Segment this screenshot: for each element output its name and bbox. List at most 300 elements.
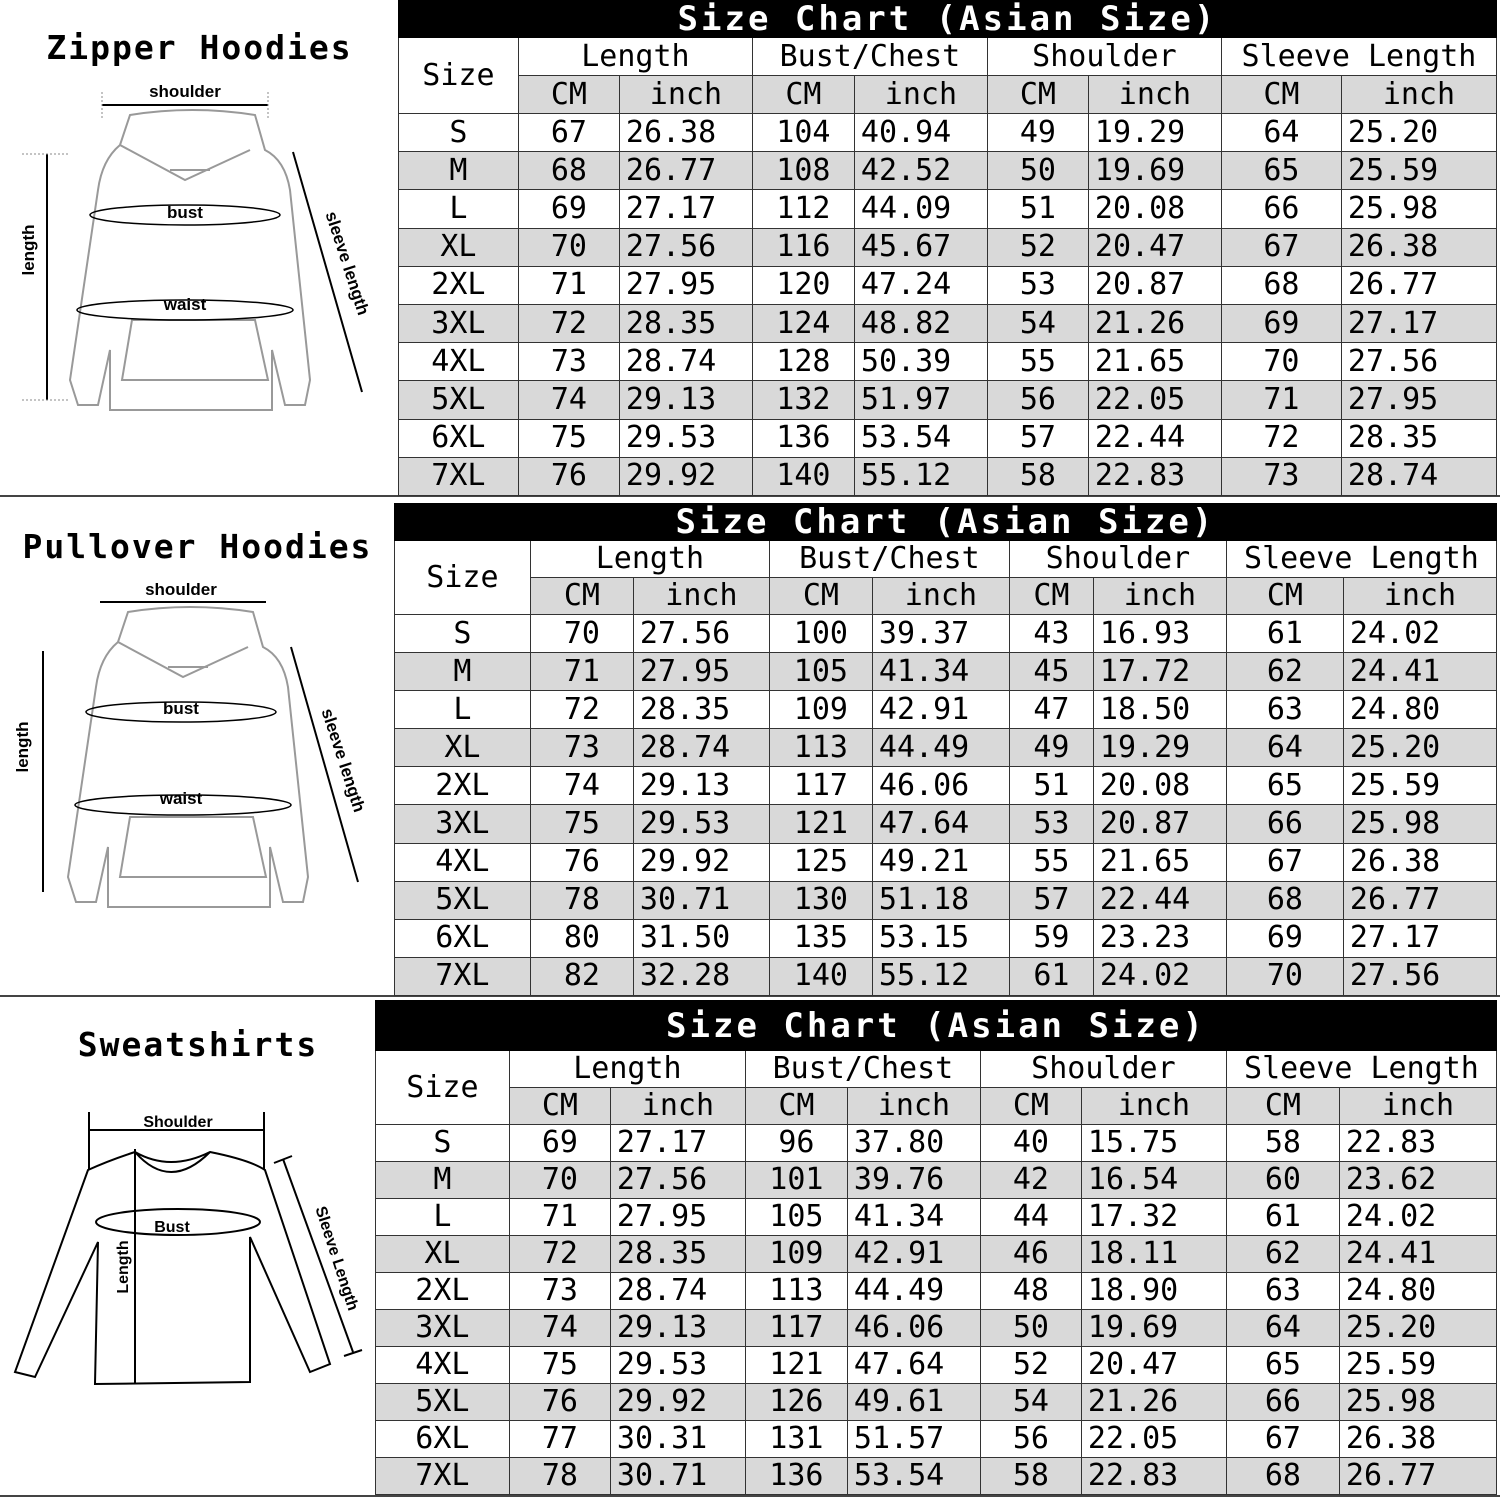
table-row — [375, 1347, 1496, 1384]
value-cell: 47.64 — [847, 1347, 980, 1384]
value-cell: 27.56 — [619, 228, 752, 266]
value-cell: 75 — [509, 1347, 610, 1384]
value-cell: 104 — [752, 114, 854, 152]
zipper-hoodies-section — [0, 0, 1500, 497]
hoodie-measurement-diagram — [8, 577, 388, 917]
value-cell: 48.82 — [854, 304, 987, 342]
value-cell: 18.90 — [1081, 1273, 1226, 1310]
value-cell: 42.52 — [854, 152, 987, 190]
product-title: Pullover Hoodies — [22, 527, 373, 566]
value-cell: 69 — [518, 190, 619, 228]
value-cell: 54 — [980, 1384, 1081, 1421]
waist-label: waist — [159, 789, 203, 808]
size-chart-title: Size Chart (Asian Size) — [398, 1, 1496, 38]
value-cell: 22.83 — [1081, 1458, 1226, 1495]
size-cell: XL — [394, 729, 530, 767]
value-cell: 50 — [987, 152, 1088, 190]
group-header: Shoulder — [987, 38, 1221, 76]
table-row — [398, 381, 1496, 419]
group-header: Bust/Chest — [752, 38, 987, 76]
value-cell: 20.87 — [1088, 266, 1221, 304]
value-cell: 128 — [752, 343, 854, 381]
value-cell: 26.38 — [1341, 228, 1496, 266]
value-cell: 47 — [1009, 691, 1093, 729]
size-cell: 7XL — [375, 1458, 509, 1495]
value-cell: 51 — [987, 190, 1088, 228]
value-cell: 29.92 — [610, 1384, 745, 1421]
value-cell: 21.65 — [1093, 843, 1226, 881]
value-cell: 27.56 — [1343, 957, 1496, 995]
value-cell: 51.18 — [872, 881, 1009, 919]
value-cell: 49 — [987, 114, 1088, 152]
group-header: Sleeve Length — [1221, 38, 1496, 76]
value-cell: 49.61 — [847, 1384, 980, 1421]
value-cell: 20.87 — [1093, 805, 1226, 843]
value-cell: 27.56 — [1341, 343, 1496, 381]
value-cell: 22.44 — [1088, 419, 1221, 457]
size-cell: XL — [398, 228, 518, 266]
value-cell: 72 — [518, 304, 619, 342]
value-cell: 29.53 — [610, 1347, 745, 1384]
value-cell: 28.74 — [1341, 457, 1496, 495]
value-cell: 22.83 — [1088, 457, 1221, 495]
value-cell: 73 — [509, 1273, 610, 1310]
value-cell: 27.95 — [619, 266, 752, 304]
value-cell: 70 — [518, 228, 619, 266]
value-cell: 55.12 — [872, 957, 1009, 995]
size-cell: 6XL — [375, 1421, 509, 1458]
value-cell: 72 — [509, 1236, 610, 1273]
value-cell: 47.24 — [854, 266, 987, 304]
value-cell: 44 — [980, 1199, 1081, 1236]
size-chart-title: Size Chart (Asian Size) — [394, 504, 1496, 541]
value-cell: 28.74 — [610, 1273, 745, 1310]
value-cell: 32.28 — [633, 957, 769, 995]
value-cell: 65 — [1221, 152, 1341, 190]
value-cell: 40 — [980, 1125, 1081, 1162]
value-cell: 75 — [518, 419, 619, 457]
unit-header: inch — [854, 76, 987, 114]
value-cell: 29.92 — [633, 843, 769, 881]
value-cell: 39.37 — [872, 615, 1009, 653]
group-header-row — [398, 38, 1496, 76]
group-header-row — [375, 1051, 1496, 1088]
unit-header: CM — [987, 76, 1088, 114]
value-cell: 26.77 — [619, 152, 752, 190]
unit-header: inch — [847, 1088, 980, 1125]
value-cell: 54 — [987, 304, 1088, 342]
value-cell: 22.05 — [1088, 381, 1221, 419]
value-cell: 70 — [1221, 343, 1341, 381]
value-cell: 52 — [980, 1347, 1081, 1384]
value-cell: 51.97 — [854, 381, 987, 419]
value-cell: 23.23 — [1093, 919, 1226, 957]
size-cell: M — [375, 1162, 509, 1199]
bust-label: Bust — [154, 1219, 190, 1236]
value-cell: 25.98 — [1341, 190, 1496, 228]
size-cell: 7XL — [394, 957, 530, 995]
unit-header: CM — [530, 578, 633, 615]
table-row — [398, 266, 1496, 304]
value-cell: 25.59 — [1341, 152, 1496, 190]
hoodie-measurement-diagram — [10, 80, 390, 420]
table-row — [394, 691, 1496, 729]
value-cell: 117 — [745, 1310, 847, 1347]
value-cell: 113 — [745, 1273, 847, 1310]
value-cell: 108 — [752, 152, 854, 190]
title-row — [394, 504, 1496, 541]
unit-header: CM — [1226, 578, 1343, 615]
value-cell: 21.26 — [1081, 1384, 1226, 1421]
shoulder-label: Shoulder — [143, 1114, 213, 1131]
value-cell: 66 — [1226, 1384, 1339, 1421]
value-cell: 50 — [980, 1310, 1081, 1347]
value-cell: 49 — [1009, 729, 1093, 767]
group-header-row — [394, 541, 1496, 578]
pullover-hoodies-section — [0, 497, 1500, 997]
value-cell: 27.56 — [633, 615, 769, 653]
length-label: length — [19, 224, 38, 276]
value-cell: 28.35 — [610, 1236, 745, 1273]
value-cell: 62 — [1226, 653, 1343, 691]
value-cell: 64 — [1221, 114, 1341, 152]
table-row — [375, 1421, 1496, 1458]
value-cell: 101 — [745, 1162, 847, 1199]
value-cell: 55.12 — [854, 457, 987, 495]
value-cell: 132 — [752, 381, 854, 419]
table-row — [394, 767, 1496, 805]
group-header: Bust/Chest — [745, 1051, 980, 1088]
value-cell: 71 — [518, 266, 619, 304]
value-cell: 42.91 — [847, 1236, 980, 1273]
value-cell: 16.93 — [1093, 615, 1226, 653]
value-cell: 71 — [530, 653, 633, 691]
sleeve-length-label: sleeve length — [321, 209, 373, 318]
value-cell: 67 — [1226, 1421, 1339, 1458]
value-cell: 20.08 — [1093, 767, 1226, 805]
sweatshirt-panel — [0, 997, 376, 1495]
value-cell: 49.21 — [872, 843, 1009, 881]
value-cell: 27.95 — [1341, 381, 1496, 419]
size-cell: 3XL — [375, 1310, 509, 1347]
group-header: Shoulder — [980, 1051, 1226, 1088]
value-cell: 44.49 — [847, 1273, 980, 1310]
size-cell: M — [394, 653, 530, 691]
pullover-hoodie-panel — [0, 497, 395, 995]
value-cell: 20.47 — [1088, 228, 1221, 266]
value-cell: 74 — [530, 767, 633, 805]
unit-header-row — [375, 1088, 1496, 1125]
value-cell: 68 — [518, 152, 619, 190]
table-row — [394, 729, 1496, 767]
unit-header: CM — [1221, 76, 1341, 114]
value-cell: 19.29 — [1093, 729, 1226, 767]
table-row — [398, 114, 1496, 152]
value-cell: 31.50 — [633, 919, 769, 957]
table-row — [394, 843, 1496, 881]
value-cell: 109 — [769, 691, 872, 729]
value-cell: 25.20 — [1343, 729, 1496, 767]
table-row — [375, 1384, 1496, 1421]
value-cell: 24.80 — [1343, 691, 1496, 729]
size-cell: M — [398, 152, 518, 190]
value-cell: 41.34 — [847, 1199, 980, 1236]
value-cell: 23.62 — [1339, 1162, 1496, 1199]
value-cell: 140 — [769, 957, 872, 995]
value-cell: 27.95 — [633, 653, 769, 691]
group-header: Length — [530, 541, 769, 578]
value-cell: 58 — [1226, 1125, 1339, 1162]
value-cell: 105 — [769, 653, 872, 691]
value-cell: 73 — [530, 729, 633, 767]
value-cell: 109 — [745, 1236, 847, 1273]
value-cell: 53 — [1009, 805, 1093, 843]
value-cell: 57 — [987, 419, 1088, 457]
value-cell: 67 — [518, 114, 619, 152]
table-row — [398, 152, 1496, 190]
unit-header: CM — [518, 76, 619, 114]
value-cell: 29.13 — [610, 1310, 745, 1347]
value-cell: 15.75 — [1081, 1125, 1226, 1162]
value-cell: 44.49 — [872, 729, 1009, 767]
value-cell: 70 — [530, 615, 633, 653]
size-cell: XL — [375, 1236, 509, 1273]
table-row — [394, 919, 1496, 957]
value-cell: 63 — [1226, 691, 1343, 729]
value-cell: 131 — [745, 1421, 847, 1458]
group-header: Shoulder — [1009, 541, 1226, 578]
value-cell: 19.29 — [1088, 114, 1221, 152]
value-cell: 46 — [980, 1236, 1081, 1273]
value-cell: 27.56 — [610, 1162, 745, 1199]
table-row — [398, 304, 1496, 342]
value-cell: 60 — [1226, 1162, 1339, 1199]
value-cell: 78 — [530, 881, 633, 919]
value-cell: 30.31 — [610, 1421, 745, 1458]
value-cell: 25.98 — [1343, 805, 1496, 843]
value-cell: 25.20 — [1339, 1310, 1496, 1347]
value-cell: 29.53 — [619, 419, 752, 457]
size-cell: 5XL — [394, 881, 530, 919]
unit-header: CM — [745, 1088, 847, 1125]
value-cell: 28.74 — [619, 343, 752, 381]
table-row — [375, 1236, 1496, 1273]
unit-header: inch — [1093, 578, 1226, 615]
value-cell: 65 — [1226, 767, 1343, 805]
value-cell: 75 — [530, 805, 633, 843]
unit-header: inch — [610, 1088, 745, 1125]
size-cell: 2XL — [375, 1273, 509, 1310]
product-title: Zipper Hoodies — [46, 28, 353, 67]
value-cell: 30.71 — [610, 1458, 745, 1495]
value-cell: 74 — [518, 381, 619, 419]
size-table — [398, 0, 1497, 496]
table-row — [375, 1310, 1496, 1347]
size-cell: L — [375, 1199, 509, 1236]
unit-header: inch — [1081, 1088, 1226, 1125]
value-cell: 77 — [509, 1421, 610, 1458]
value-cell: 48 — [980, 1273, 1081, 1310]
value-cell: 66 — [1226, 805, 1343, 843]
value-cell: 68 — [1226, 881, 1343, 919]
value-cell: 40.94 — [854, 114, 987, 152]
value-cell: 25.98 — [1339, 1384, 1496, 1421]
length-label: Length — [115, 1240, 132, 1294]
value-cell: 29.13 — [633, 767, 769, 805]
size-cell: S — [398, 114, 518, 152]
value-cell: 73 — [518, 343, 619, 381]
value-cell: 61 — [1226, 1199, 1339, 1236]
value-cell: 135 — [769, 919, 872, 957]
value-cell: 50.39 — [854, 343, 987, 381]
value-cell: 26.38 — [619, 114, 752, 152]
value-cell: 27.17 — [1343, 919, 1496, 957]
zipper-hoodie-panel — [0, 0, 399, 495]
value-cell: 46.06 — [872, 767, 1009, 805]
value-cell: 58 — [987, 457, 1088, 495]
value-cell: 96 — [745, 1125, 847, 1162]
size-cell: 4XL — [394, 843, 530, 881]
value-cell: 19.69 — [1088, 152, 1221, 190]
table-row — [398, 190, 1496, 228]
sweatshirt-measurement-diagram — [10, 1102, 370, 1392]
unit-header: CM — [769, 578, 872, 615]
value-cell: 57 — [1009, 881, 1093, 919]
value-cell: 26.38 — [1339, 1421, 1496, 1458]
size-cell: 4XL — [375, 1347, 509, 1384]
value-cell: 45 — [1009, 653, 1093, 691]
value-cell: 140 — [752, 457, 854, 495]
value-cell: 28.74 — [633, 729, 769, 767]
value-cell: 42 — [980, 1162, 1081, 1199]
table-row — [375, 1273, 1496, 1310]
value-cell: 124 — [752, 304, 854, 342]
value-cell: 72 — [1221, 419, 1341, 457]
size-cell: L — [398, 190, 518, 228]
group-header: Length — [509, 1051, 745, 1088]
table-row — [394, 881, 1496, 919]
table-row — [398, 457, 1496, 495]
value-cell: 61 — [1009, 957, 1093, 995]
value-cell: 64 — [1226, 729, 1343, 767]
value-cell: 51.57 — [847, 1421, 980, 1458]
value-cell: 56 — [987, 381, 1088, 419]
table-row — [398, 343, 1496, 381]
value-cell: 55 — [987, 343, 1088, 381]
unit-header: inch — [1339, 1088, 1496, 1125]
value-cell: 53 — [987, 266, 1088, 304]
value-cell: 74 — [509, 1310, 610, 1347]
value-cell: 121 — [769, 805, 872, 843]
value-cell: 28.35 — [619, 304, 752, 342]
value-cell: 69 — [1226, 919, 1343, 957]
group-header: Sleeve Length — [1226, 1051, 1496, 1088]
value-cell: 68 — [1221, 266, 1341, 304]
value-cell: 30.71 — [633, 881, 769, 919]
group-header: Length — [518, 38, 752, 76]
value-cell: 24.02 — [1339, 1199, 1496, 1236]
unit-header: CM — [980, 1088, 1081, 1125]
shoulder-label: shoulder — [145, 580, 217, 599]
size-cell: 2XL — [394, 767, 530, 805]
value-cell: 67 — [1226, 843, 1343, 881]
size-cell: L — [394, 691, 530, 729]
size-cell: 5XL — [375, 1384, 509, 1421]
value-cell: 76 — [530, 843, 633, 881]
unit-header: inch — [1088, 76, 1221, 114]
unit-header: CM — [509, 1088, 610, 1125]
unit-header: inch — [619, 76, 752, 114]
sweatshirts-section — [0, 997, 1500, 1497]
size-cell: S — [375, 1125, 509, 1162]
value-cell: 42.91 — [872, 691, 1009, 729]
value-cell: 22.05 — [1081, 1421, 1226, 1458]
value-cell: 72 — [530, 691, 633, 729]
value-cell: 22.83 — [1339, 1125, 1496, 1162]
unit-header-row — [398, 76, 1496, 114]
value-cell: 120 — [752, 266, 854, 304]
value-cell: 29.53 — [633, 805, 769, 843]
value-cell: 27.17 — [619, 190, 752, 228]
value-cell: 125 — [769, 843, 872, 881]
value-cell: 27.17 — [1341, 304, 1496, 342]
size-chart-title: Size Chart (Asian Size) — [375, 1001, 1496, 1051]
shoulder-label: shoulder — [149, 82, 221, 101]
value-cell: 70 — [509, 1162, 610, 1199]
value-cell: 39.76 — [847, 1162, 980, 1199]
value-cell: 28.35 — [1341, 419, 1496, 457]
unit-header: CM — [752, 76, 854, 114]
title-row — [398, 1, 1496, 38]
value-cell: 71 — [509, 1199, 610, 1236]
value-cell: 53.15 — [872, 919, 1009, 957]
value-cell: 69 — [509, 1125, 610, 1162]
unit-header: CM — [1226, 1088, 1339, 1125]
unit-header: CM — [1009, 578, 1093, 615]
value-cell: 26.38 — [1343, 843, 1496, 881]
table-row — [394, 615, 1496, 653]
table-row — [375, 1458, 1496, 1495]
value-cell: 52 — [987, 228, 1088, 266]
table-row — [398, 228, 1496, 266]
unit-header-row — [394, 578, 1496, 615]
value-cell: 117 — [769, 767, 872, 805]
value-cell: 62 — [1226, 1236, 1339, 1273]
bust-label: bust — [163, 699, 199, 718]
value-cell: 55 — [1009, 843, 1093, 881]
size-cell: 5XL — [398, 381, 518, 419]
value-cell: 43 — [1009, 615, 1093, 653]
value-cell: 113 — [769, 729, 872, 767]
size-header: Size — [394, 541, 530, 615]
value-cell: 24.41 — [1339, 1236, 1496, 1273]
value-cell: 78 — [509, 1458, 610, 1495]
table-row — [394, 805, 1496, 843]
unit-header: inch — [1341, 76, 1496, 114]
product-title: Sweatshirts — [77, 1025, 319, 1064]
value-cell: 121 — [745, 1347, 847, 1384]
value-cell: 22.44 — [1093, 881, 1226, 919]
bust-label: bust — [167, 203, 203, 222]
value-cell: 56 — [980, 1421, 1081, 1458]
value-cell: 63 — [1226, 1273, 1339, 1310]
value-cell: 28.35 — [633, 691, 769, 729]
value-cell: 126 — [745, 1384, 847, 1421]
value-cell: 51 — [1009, 767, 1093, 805]
value-cell: 116 — [752, 228, 854, 266]
value-cell: 26.77 — [1339, 1458, 1496, 1495]
value-cell: 105 — [745, 1199, 847, 1236]
